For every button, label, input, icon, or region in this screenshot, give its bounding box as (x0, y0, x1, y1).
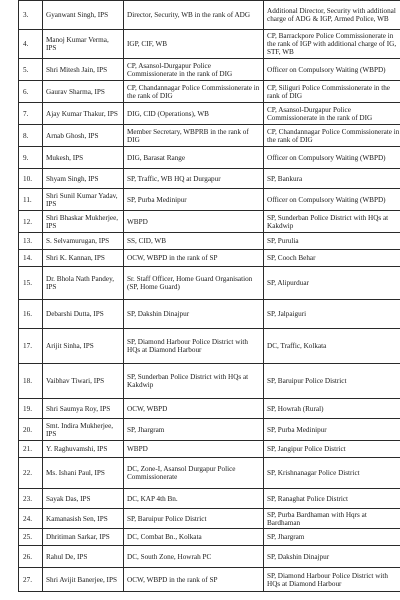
serial-number-cell: 5. (19, 59, 43, 81)
officer-name-cell: Shri Saumya Roy, IPS (43, 399, 124, 419)
table-row (19, 529, 400, 546)
table-row (19, 399, 400, 419)
present-posting-cell: DC, South Zone, Howrah PC (124, 546, 264, 568)
officer-name-cell: Y. Raghuvamshi, IPS (43, 441, 124, 458)
officer-name-cell: Gaurav Sharma, IPS (43, 81, 124, 103)
present-posting-cell: DIG, CID (Operations), WB (124, 103, 264, 125)
new-posting-cell: SP, Howrah (Rural) (264, 399, 400, 419)
new-posting-cell: Officer on Compulsory Waiting (WBPD) (264, 189, 400, 211)
present-posting-cell: DC, KAP 4th Bn. (124, 489, 264, 509)
serial-number-cell: 7. (19, 103, 43, 125)
new-posting-cell: SP, Cooch Behar (264, 250, 400, 267)
officer-name-cell: Debarshi Dutta, IPS (43, 300, 124, 329)
new-posting-cell: SP, Purba Bardhaman with Hqrs at Bardhaman (264, 509, 400, 529)
officer-name-cell: Arijit Sinha, IPS (43, 329, 124, 364)
officer-name-cell: Smt. Indira Mukherjee, IPS (43, 419, 124, 441)
officer-name-cell: Ms. Ishani Paul, IPS (43, 458, 124, 489)
serial-number-cell: 11. (19, 189, 43, 211)
new-posting-cell: Officer on Compulsory Waiting (WBPD) (264, 147, 400, 169)
new-posting-cell: CP, Barrackpore Police Commissionerate in the rank of IGP with additional charge of IG, STF, WB (264, 30, 400, 59)
serial-number-cell: 27. (19, 568, 43, 592)
present-posting-cell: SP, Baruipur Police District (124, 509, 264, 529)
serial-number-cell: 20. (19, 419, 43, 441)
present-posting-cell: CP, Chandannagar Police Commissionerate in the rank of DIG (124, 81, 264, 103)
officer-name-cell: Dr. Bhola Nath Pandey, IPS (43, 267, 124, 300)
serial-number-cell: 16. (19, 300, 43, 329)
new-posting-cell: SP, Jangipur Police District (264, 441, 400, 458)
present-posting-cell: SP, Jhargram (124, 419, 264, 441)
present-posting-cell: SP, Purba Medinipur (124, 189, 264, 211)
present-posting-cell: DC, Combat Bn., Kolkata (124, 529, 264, 546)
new-posting-cell: SP, Jhargram (264, 529, 400, 546)
table-row (19, 81, 400, 103)
officer-name-cell: Kamanasish Sen, IPS (43, 509, 124, 529)
table-row (19, 546, 400, 568)
table-row (19, 169, 400, 189)
table-row (19, 267, 400, 300)
table-row (19, 458, 400, 489)
new-posting-cell: SP, Jalpaiguri (264, 300, 400, 329)
present-posting-cell: DIG, Barasat Range (124, 147, 264, 169)
officer-name-cell: Shri Avijit Banerjee, IPS (43, 568, 124, 592)
officer-name-cell: S. Selvamurugan, IPS (43, 233, 124, 250)
officer-name-cell: Mukesh, IPS (43, 147, 124, 169)
new-posting-cell: SP, Ranaghat Police District (264, 489, 400, 509)
officer-name-cell: Shri K. Kannan, IPS (43, 250, 124, 267)
table-row (19, 103, 400, 125)
officer-name-cell: Dhritiman Sarkar, IPS (43, 529, 124, 546)
table-row (19, 489, 400, 509)
serial-number-cell: 22. (19, 458, 43, 489)
officer-name-cell: Vaibhav Tiwari, IPS (43, 364, 124, 399)
new-posting-cell: SP, Bankura (264, 169, 400, 189)
officer-name-cell: Ajay Kumar Thakur, IPS (43, 103, 124, 125)
officer-name-cell: Manoj Kumar Verma, IPS (43, 30, 124, 59)
officer-name-cell: Gyanwant Singh, IPS (43, 1, 124, 30)
new-posting-cell: SP, Purulia (264, 233, 400, 250)
serial-number-cell: 24. (19, 509, 43, 529)
officer-name-cell: Rahul De, IPS (43, 546, 124, 568)
serial-number-cell: 15. (19, 267, 43, 300)
present-posting-cell: CP, Asansol-Durgapur Police Commissionerate in the rank of DIG (124, 59, 264, 81)
table-row (19, 568, 400, 592)
table-row (19, 59, 400, 81)
new-posting-cell: Officer on Compulsory Waiting (WBPD) (264, 59, 400, 81)
officer-name-cell: Sayak Das, IPS (43, 489, 124, 509)
table-row (19, 1, 400, 30)
present-posting-cell: OCW, WBPD in the rank of SP (124, 568, 264, 592)
officer-name-cell: Arnab Ghosh, IPS (43, 125, 124, 147)
table-row (19, 419, 400, 441)
table-row (19, 233, 400, 250)
serial-number-cell: 12. (19, 211, 43, 233)
table-row (19, 189, 400, 211)
new-posting-cell: CP, Asansol-Durgapur Police Commissionerate in the rank of DIG (264, 103, 400, 125)
serial-number-cell: 25. (19, 529, 43, 546)
table-row (19, 125, 400, 147)
table-row (19, 147, 400, 169)
serial-number-cell: 8. (19, 125, 43, 147)
present-posting-cell: OCW, WBPD in the rank of SP (124, 250, 264, 267)
officer-name-cell: Shri Bhaskar Mukherjee, IPS (43, 211, 124, 233)
present-posting-cell: IGP, CIF, WB (124, 30, 264, 59)
table-row (19, 211, 400, 233)
serial-number-cell: 14. (19, 250, 43, 267)
present-posting-cell: SP, Diamond Harbour Police District with HQs at Diamond Harbour (124, 329, 264, 364)
new-posting-cell: SP, Alipurduar (264, 267, 400, 300)
new-posting-cell: SP, Baruipur Police District (264, 364, 400, 399)
table-row (19, 30, 400, 59)
serial-number-cell: 26. (19, 546, 43, 568)
table-row (19, 364, 400, 399)
new-posting-cell: Additional Director, Security with additional charge of ADG & IGP, Armed Police, WB (264, 1, 400, 30)
new-posting-cell: CP, Siliguri Police Commissionerate in the rank of DIG (264, 81, 400, 103)
serial-number-cell: 10. (19, 169, 43, 189)
present-posting-cell: Member Secretary, WBPRB in the rank of DIG (124, 125, 264, 147)
table-row (19, 509, 400, 529)
present-posting-cell: SS, CID, WB (124, 233, 264, 250)
new-posting-cell: SP, Krishnanagar Police District (264, 458, 400, 489)
table-row (19, 250, 400, 267)
present-posting-cell: SP, Sunderban Police District with HQs at Kakdwip (124, 364, 264, 399)
present-posting-cell: OCW, WBPD (124, 399, 264, 419)
transfer-order-sheet (18, 0, 400, 592)
serial-number-cell: 6. (19, 81, 43, 103)
transfer-table-body (19, 1, 400, 592)
table-row (19, 329, 400, 364)
present-posting-cell: Director, Security, WB in the rank of ADG (124, 1, 264, 30)
new-posting-cell: SP, Dakshin Dinajpur (264, 546, 400, 568)
present-posting-cell: DC, Zone-I, Asansol Durgapur Police Commissionerate (124, 458, 264, 489)
officer-name-cell: Shri Sunil Kumar Yadav, IPS (43, 189, 124, 211)
present-posting-cell: SP, Traffic, WB HQ at Durgapur (124, 169, 264, 189)
serial-number-cell: 17. (19, 329, 43, 364)
new-posting-cell: SP, Sunderban Police District with HQs at Kakdwip (264, 211, 400, 233)
present-posting-cell: WBPD (124, 441, 264, 458)
new-posting-cell: DC, Traffic, Kolkata (264, 329, 400, 364)
serial-number-cell: 13. (19, 233, 43, 250)
new-posting-cell: SP, Purba Medinipur (264, 419, 400, 441)
new-posting-cell: SP, Diamond Harbour Police District with HQs at Diamond Harbour (264, 568, 400, 592)
transfer-table (18, 0, 400, 592)
table-row (19, 300, 400, 329)
officer-name-cell: Shri Mitesh Jain, IPS (43, 59, 124, 81)
officer-name-cell: Shyam Singh, IPS (43, 169, 124, 189)
new-posting-cell: CP, Chandannagar Police Commissionerate in the rank of DIG (264, 125, 400, 147)
serial-number-cell: 9. (19, 147, 43, 169)
serial-number-cell: 19. (19, 399, 43, 419)
serial-number-cell: 23. (19, 489, 43, 509)
present-posting-cell: WBPD (124, 211, 264, 233)
serial-number-cell: 3. (19, 1, 43, 30)
present-posting-cell: SP, Dakshin Dinajpur (124, 300, 264, 329)
serial-number-cell: 21. (19, 441, 43, 458)
present-posting-cell: Sr. Staff Officer, Home Guard Organisation (SP, Home Guard) (124, 267, 264, 300)
table-row (19, 441, 400, 458)
serial-number-cell: 4. (19, 30, 43, 59)
serial-number-cell: 18. (19, 364, 43, 399)
